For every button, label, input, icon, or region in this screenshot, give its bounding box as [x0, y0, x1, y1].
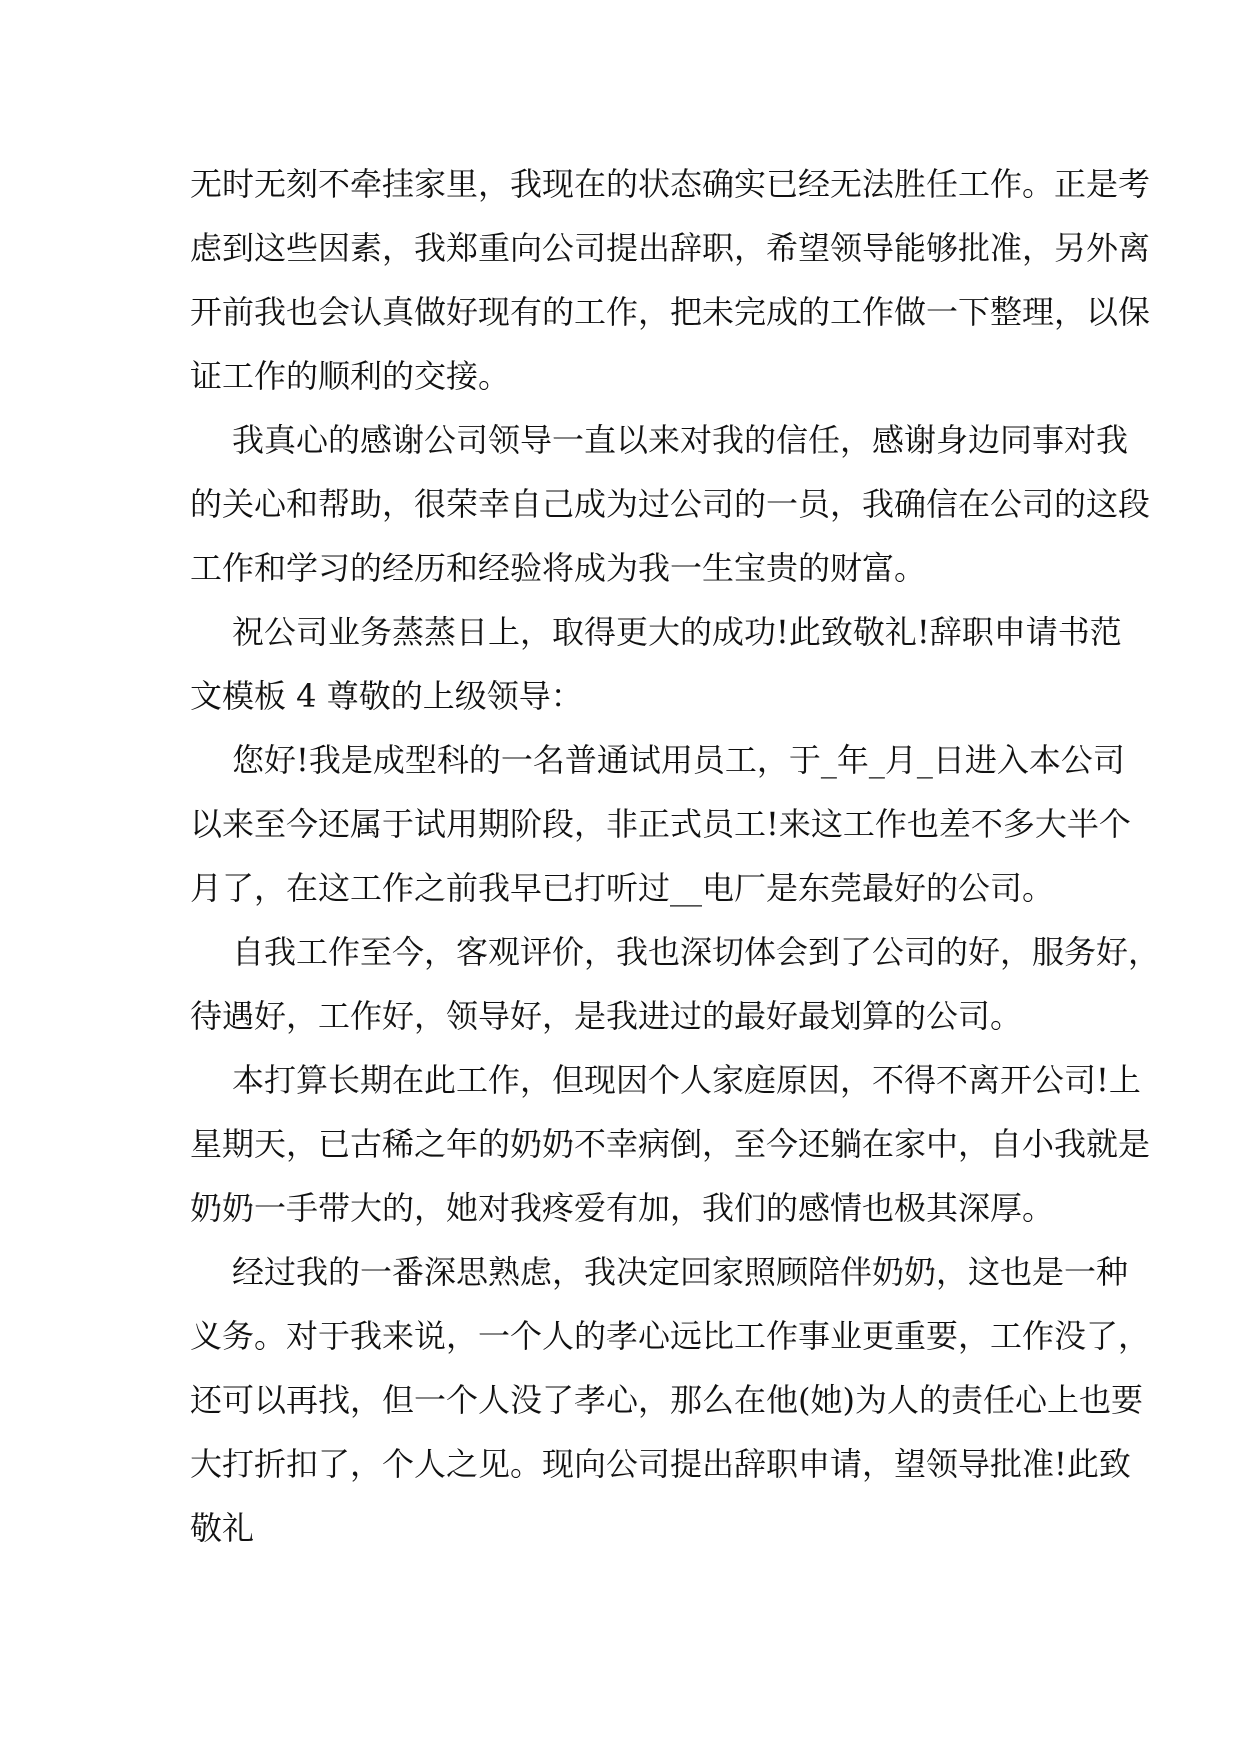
text-line: 的关心和帮助，很荣幸自己成为过公司的一员，我确信在公司的这段: [190, 485, 1151, 523]
text-line: 文模板 4 尊敬的上级领导：: [190, 677, 583, 715]
text-line: 还可以再找，但一个人没了孝心，那么在他(她)为人的责任心上也要: [190, 1381, 1143, 1419]
text-line: 月了，在这工作之前我早已打听过__电厂是东莞最好的公司。: [190, 869, 1055, 907]
text-line: 您好!我是成型科的一名普通试用员工，于_年_月_日进入本公司: [232, 741, 1125, 779]
text-line: 证工作的顺利的交接。: [190, 357, 511, 395]
text-line: 祝公司业务蒸蒸日上，取得更大的成功!此致敬礼!辞职申请书范: [232, 613, 1122, 651]
text-line: 待遇好，工作好，领导好，是我进过的最好最划算的公司。: [190, 997, 1023, 1035]
text-line: 星期天，已古稀之年的奶奶不幸病倒，至今还躺在家中，自小我就是: [190, 1125, 1151, 1163]
text-line: 义务。对于我来说，一个人的孝心远比工作事业更重要，工作没了，: [190, 1317, 1151, 1355]
text-line: 奶奶一手带大的，她对我疼爱有加，我们的感情也极其深厚。: [190, 1189, 1055, 1227]
text-line: 大打折扣了，个人之见。现向公司提出辞职申请，望领导批准!此致: [190, 1445, 1131, 1483]
text-line: 以来至今还属于试用期阶段，非正式员工!来这工作也差不多大半个: [190, 805, 1131, 843]
text-line: 自我工作至今，客观评价，我也深切体会到了公司的好，服务好，: [232, 933, 1161, 971]
text-line: 工作和学习的经历和经验将成为我一生宝贵的财富。: [190, 549, 927, 587]
text-line: 经过我的一番深思熟虑，我决定回家照顾陪伴奶奶，这也是一种: [232, 1253, 1129, 1291]
text-line: 虑到这些因素，我郑重向公司提出辞职，希望领导能够批准，另外离: [190, 229, 1151, 267]
text-line: 敬礼: [190, 1509, 255, 1547]
text-line: 开前我也会认真做好现有的工作，把未完成的工作做一下整理，以保: [190, 293, 1151, 331]
text-line: 本打算长期在此工作，但现因个人家庭原因，不得不离开公司!上: [232, 1061, 1141, 1099]
text-line: 我真心的感谢公司领导一直以来对我的信任，感谢身边同事对我: [232, 421, 1129, 459]
text-line: 无时无刻不牵挂家里，我现在的状态确实已经无法胜任工作。正是考: [190, 165, 1151, 203]
